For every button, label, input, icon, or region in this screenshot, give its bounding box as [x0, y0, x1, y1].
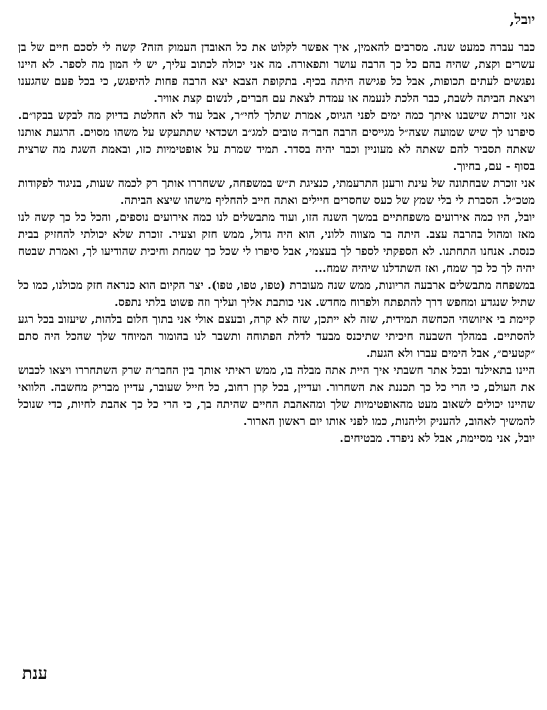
- paragraph-6: קיימת בי איזושהי הכחשה תמידית, שזה לא ייתכן, שזה לא קרה, ובעצם אולי אני בתוך חלום בלהות, שיעזוב בכל רגע להסתיים. במהלך השבעה חיכיתי שתיכנס מבעד לדלת הפתוחה ותשבר לנו בהומור המיוחד שלך שהכל היה סתם ״קטעים״, אבל הימים עברו ולא הגעת.: [18, 312, 535, 360]
- salutation: יובל,: [509, 12, 535, 28]
- paragraph-5: במשפחה מתבשלים ארבעה הריונות, ממש שנה מעוברת (טפו, טפו, טפו). יצר הקיום הוא כנראה חזק מכולנו, כמו כל שתיל שנגדע ומחפש דרך להתפתח ולפרוח מחדש. אני כותבת אליך ועליך וזה פשוט בלתי נתפס.: [18, 278, 535, 309]
- paragraph-7: היינו בתאילנד ובכל אתר חשבתי איך היית אתה מבלה בו, ממש ראיתי אותך בין החבר׳ה שרק השתחררו ויצאו לכבוש את העולם, כי הרי כל כך תכננת את השחרור. ועדיין, בכל קרן רחוב, כל חייל שעובר, עדיין מבריק מחשבה. הלוואי שהיינו יכולים לשאוב מעט מהאופטימיות שלך ומהאהבת החיים שהיתה בך, כי הרי כל כך אהבת לחיות, כדי שנוכל להמשיך לאהוב, להעניק וליהנות, כמו לפני אותו יום ראשון הארור.: [18, 363, 535, 428]
- signature: ענת: [22, 664, 48, 684]
- paragraph-2: אני זוכרת שישבנו איתך כמה ימים לפני הגיוס, אמרת שתלך לחי״ר, אבל עוד לא החלטת בדיוק מה לבקש בבקו״ם. סיפרנו לך שיש שמועה שצה״ל מגייסים הרבה חבר׳ה טובים למג״ב ושכדאי שתתעקש על משהו מסוים. הרגעת אותנו שאתה תסביר להם שאתה לא מעוניין וכבר יהיה בסדר. תמיד שמרת על אופטימיות כזו, ובאמת השגת מה שרצית בסוף - עם, בחיוך.: [18, 108, 535, 173]
- paragraph-1: כבר עברה כמעט שנה. מסרבים להאמין, איך אפשר לקלוט את כל האובדן העמוק הזה? קשה לי לסכם חיים של בן עשרים וקצת, שהיה בהם כל כך הרבה עושר ותפאורה. מה אני יכולה לכתוב עליך, יש לי המון מה לספר. לא היינו נפגשים לעתים תכופות, אבל כל פגישה היתה בכיף. בתקופת הצבא יצא הרבה פחות להיפגש, כי בכל פעם שהגענו ויצאת הביתה לשבת, כבר הלכת לנעמה או עמדת לצאת עם חברים, לנשום קצת אוויר.: [18, 40, 535, 105]
- paragraph-4: יובל, היו כמה אירועים משפחתיים במשך השנה הזו, ועוד מתבשלים לנו כמה אירועים נוספים, והכל כל כך קשה לנו מאז ומהול בהרבה עצב. היתה בר מצווה ללוני, הוא היה גדול, ממש חזק וצעיר. זוכרת שלא יכולתי להחזיק בבית כנסת. אנחנו התחתנו. לא הספקתי לספר לך בעצמי, אבל סיפרו לי שכל כך שמחת וחיכית שהודיעו לך, ואמרת שבטח יהיה לך כל כך שמח, ואז השתדלנו שיהיה שמח...: [18, 210, 535, 275]
- paragraph-8: יובל, אני מסיימת, אבל לא ניפרד. מבטיחים.: [339, 431, 535, 445]
- paragraph-3: אני זוכרת שבחתונה של עינת ורענן התרעמתי, כנציגת ת״ש במשפחה, ששחררו אותך רק לכמה שעות, בניגוד לפקודות מטכ״ל. הסברת לי בלי שמץ של כעס שחסרים חיילים ואתה חייב להחליף מישהו שיצא הביתה.: [18, 176, 535, 207]
